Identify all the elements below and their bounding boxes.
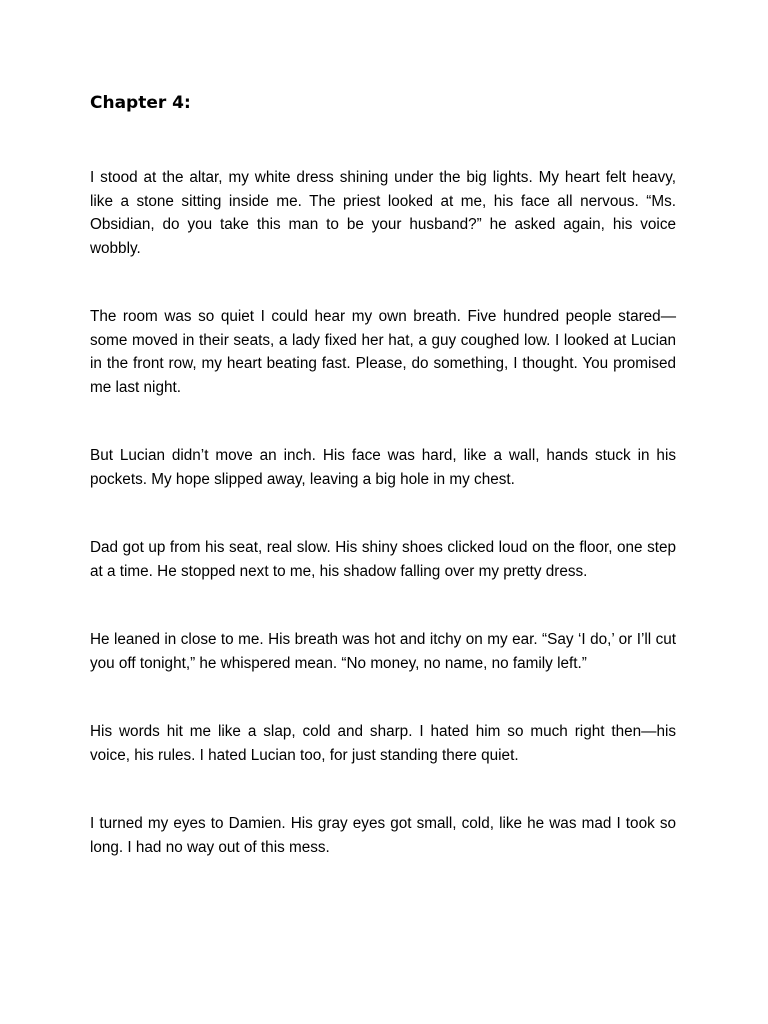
paragraph-7: I turned my eyes to Damien. His gray eyes got small, cold, like he was mad I took so long. I had no way out of this mess.	[90, 815, 676, 856]
paragraph-2: The room was so quiet I could hear my own breath. Five hundred people stared—some moved in their seats, a lady fixed her hat, a guy coughed low. I looked at Lucian in the front row, my heart beating fast. Please, do something, I thought. You promised me last night.	[90, 308, 676, 396]
chapter-title: Chapter 4:	[90, 93, 191, 113]
paragraph-4: Dad got up from his seat, real slow. His shiny shoes clicked loud on the floor, one step at a time. He stopped next to me, his shadow falling over my pretty dress.	[90, 539, 676, 580]
paragraph-6: His words hit me like a slap, cold and sharp. I hated him so much right then—his voice, his rules. I hated Lucian too, for just standing there quiet.	[90, 723, 676, 764]
paragraph-3: But Lucian didn’t move an inch. His face was hard, like a wall, hands stuck in his pockets. My hope slipped away, leaving a big hole in my chest.	[90, 447, 676, 488]
paragraph-5: He leaned in close to me. His breath was hot and itchy on my ear. “Say ‘I do,’ or I’ll cut you off tonight,” he whispered mean. “No money, no name, no family left.”	[90, 631, 676, 672]
document-page	[90, 90, 676, 904]
paragraph-1: I stood at the altar, my white dress shining under the big lights. My heart felt heavy, like a stone sitting inside me. The priest looked at me, his face all nervous. “Ms. Obsidian, do you take this man to be your husband?” he asked again, his voice wobbly.	[90, 169, 676, 257]
